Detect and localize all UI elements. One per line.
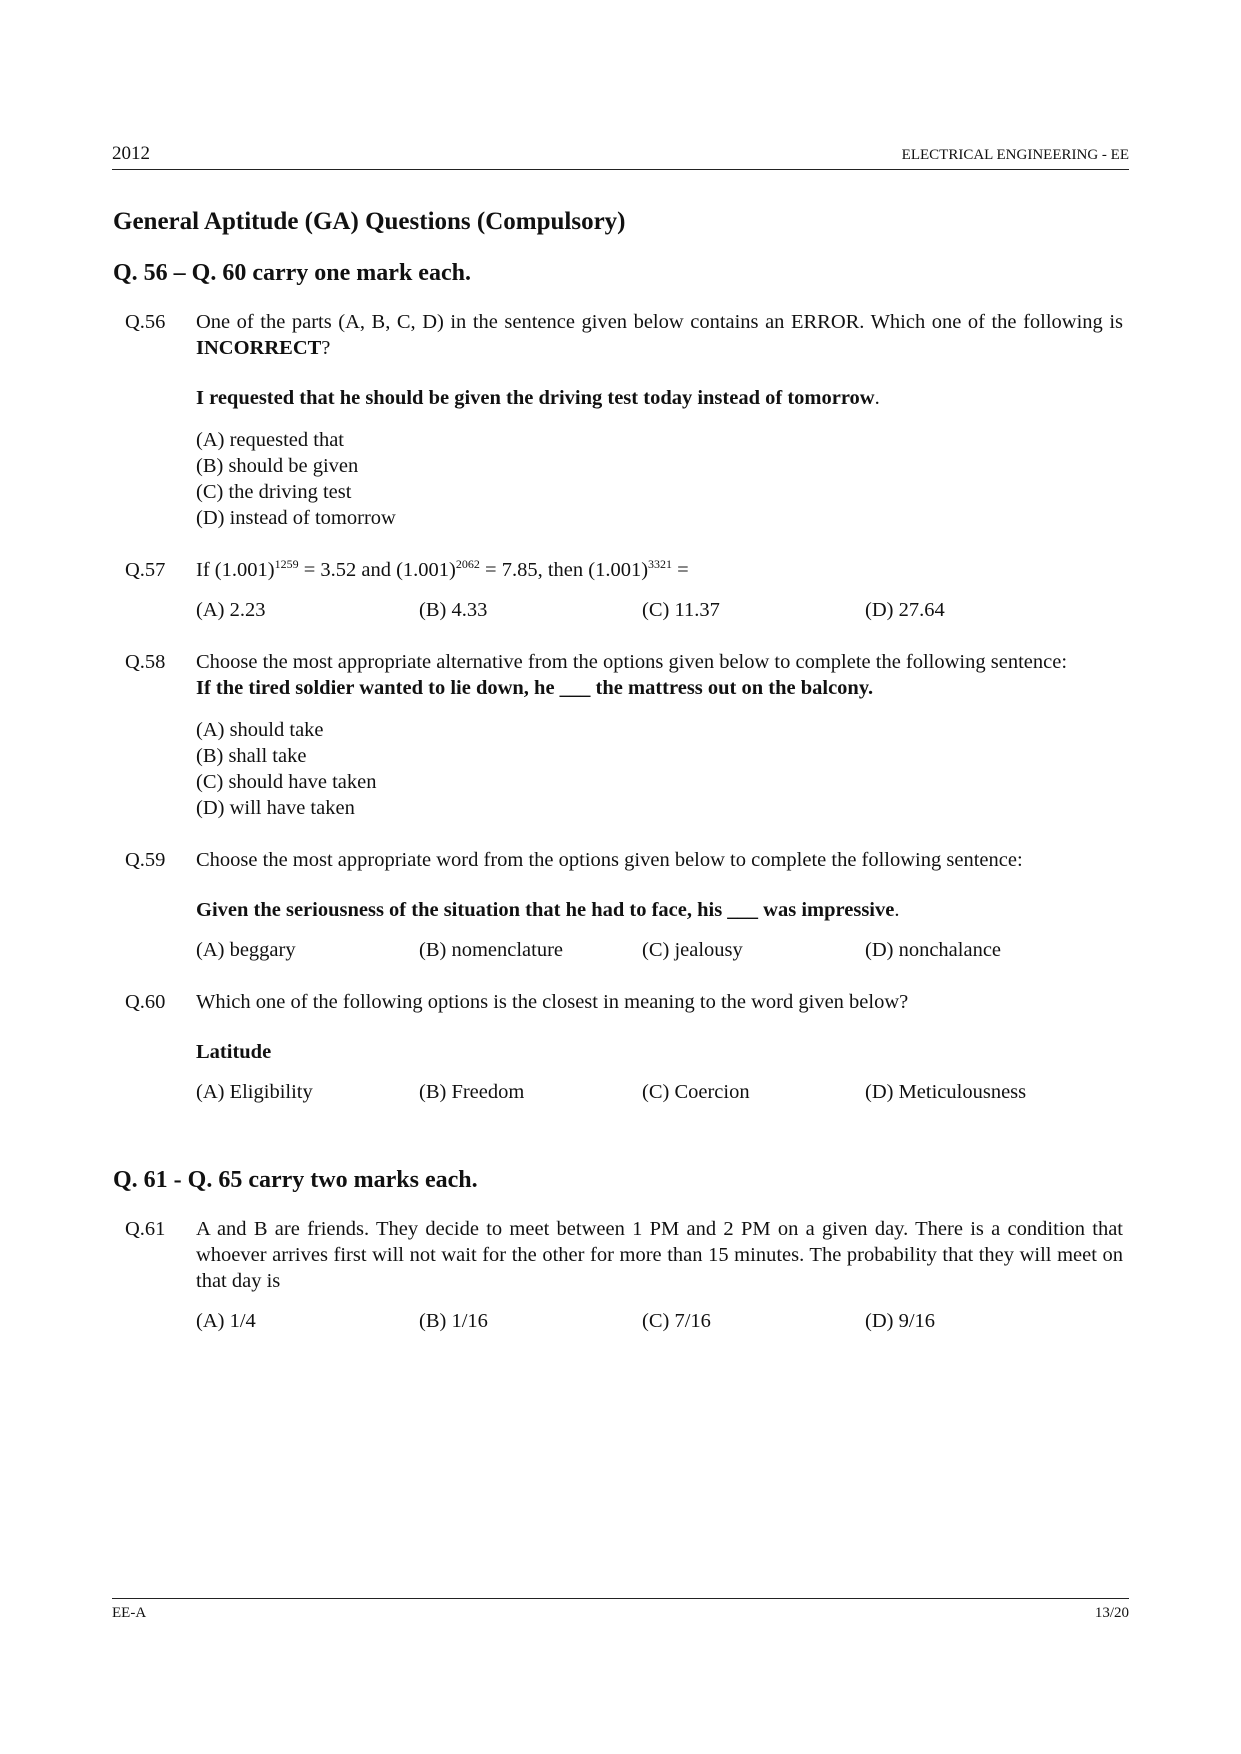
question-text-emphasis: INCORRECT — [196, 337, 322, 359]
question-sentence — [196, 897, 1123, 923]
exponent: 2062 — [455, 557, 480, 572]
exponent: 1259 — [274, 557, 299, 572]
option-a[interactable]: (A) 1/4 — [196, 1310, 256, 1332]
page-number: 13/20 — [1094, 1605, 1129, 1621]
option-d[interactable]: (D) 9/16 — [865, 1310, 936, 1332]
question-text: Choose the most appropriate alternative from the options given below to complete the following sentence: — [196, 651, 1068, 673]
option-c[interactable]: (C) Coercion — [642, 1081, 750, 1103]
question-number: Q.59 — [125, 849, 166, 871]
options-row — [196, 937, 1123, 963]
question-number: Q.58 — [125, 651, 166, 673]
question-text — [196, 557, 1123, 583]
page-footer — [112, 1598, 1129, 1621]
option-a[interactable]: (A) Eligibility — [196, 1081, 313, 1103]
option-c[interactable]: (C) the driving test — [196, 481, 352, 503]
equation-part: If (1.001) — [196, 559, 275, 581]
footer-code: EE-A — [112, 1605, 147, 1621]
question-number: Q.56 — [125, 311, 166, 333]
sentence-text: Given the seriousness of the situation that he had to face, his ___ was impressive — [196, 899, 895, 921]
question-text-part: One of the parts (A, B, C, D) in the sentence given below contains an ERROR. Which one of the following is — [196, 311, 1123, 333]
option-c[interactable]: (C) 11.37 — [642, 599, 720, 621]
page-content — [113, 208, 1123, 1360]
question-text: Which one of the following options is the closest in meaning to the word given below? — [196, 991, 909, 1013]
option-b[interactable]: (B) nomenclature — [419, 939, 564, 961]
option-a[interactable]: (A) requested that — [196, 429, 344, 451]
option-c[interactable]: (C) 7/16 — [642, 1310, 711, 1332]
sentence-period: . — [894, 899, 900, 921]
option-d[interactable]: (D) Meticulousness — [865, 1081, 1027, 1103]
exponent: 3321 — [648, 557, 673, 572]
header-year: 2012 — [112, 143, 150, 164]
question-text: A and B are friends. They decide to meet between 1 PM and 2 PM on a given day. There is a condition that whoever arrives first will not wait for the other for more than 15 minutes. The probability that they will meet on that day is — [196, 1218, 1123, 1292]
question-60 — [113, 989, 1123, 1105]
page-header — [112, 143, 1129, 170]
option-b[interactable]: (B) 1/16 — [419, 1310, 488, 1332]
sentence-period: . — [874, 387, 880, 409]
options-list — [196, 427, 1123, 531]
section-heading-two-marks: Q. 61 - Q. 65 carry two marks each. — [113, 1167, 478, 1193]
option-a[interactable]: (A) beggary — [196, 939, 296, 961]
question-57 — [113, 557, 1123, 623]
header-subject: ELECTRICAL ENGINEERING - EE — [901, 147, 1129, 163]
option-d[interactable]: (D) instead of tomorrow — [196, 507, 396, 529]
option-c[interactable]: (C) jealousy — [642, 939, 743, 961]
option-d[interactable]: (D) 27.64 — [865, 599, 945, 621]
options-row — [196, 1308, 1123, 1334]
option-b[interactable]: (B) shall take — [196, 745, 307, 767]
option-b[interactable]: (B) should be given — [196, 455, 359, 477]
option-b[interactable]: (B) Freedom — [419, 1081, 525, 1103]
equation-part: = — [672, 559, 689, 581]
options-row — [196, 597, 1123, 623]
section-heading-one-mark: Q. 56 – Q. 60 carry one mark each. — [113, 260, 471, 286]
question-number: Q.61 — [125, 1218, 166, 1240]
question-sentence: If the tired soldier wanted to lie down, he ___ the mattress out on the balcony. — [196, 677, 874, 699]
options-row — [196, 1079, 1123, 1105]
question-text-part: ? — [321, 337, 331, 359]
option-a[interactable]: (A) 2.23 — [196, 599, 266, 621]
page-title: General Aptitude (GA) Questions (Compulsory) — [113, 208, 626, 235]
option-c[interactable]: (C) should have taken — [196, 771, 377, 793]
options-list — [196, 717, 1123, 821]
question-58 — [113, 649, 1123, 821]
equation-part: = 7.85, then (1.001) — [479, 559, 649, 581]
question-number: Q.60 — [125, 991, 166, 1013]
sentence-text: I requested that he should be given the driving test today instead of tomorrow — [196, 387, 875, 409]
question-word: Latitude — [196, 1041, 272, 1063]
question-61 — [113, 1216, 1123, 1334]
question-sentence — [196, 385, 1123, 411]
option-d[interactable]: (D) will have taken — [196, 797, 355, 819]
question-text: Choose the most appropriate word from the options given below to complete the following sentence: — [196, 849, 1023, 871]
option-a[interactable]: (A) should take — [196, 719, 324, 741]
question-59 — [113, 847, 1123, 963]
option-b[interactable]: (B) 4.33 — [419, 599, 488, 621]
question-56 — [113, 309, 1123, 531]
question-text — [196, 309, 1123, 361]
option-d[interactable]: (D) nonchalance — [865, 939, 1002, 961]
question-number: Q.57 — [125, 559, 166, 581]
equation-part: = 3.52 and (1.001) — [298, 559, 456, 581]
